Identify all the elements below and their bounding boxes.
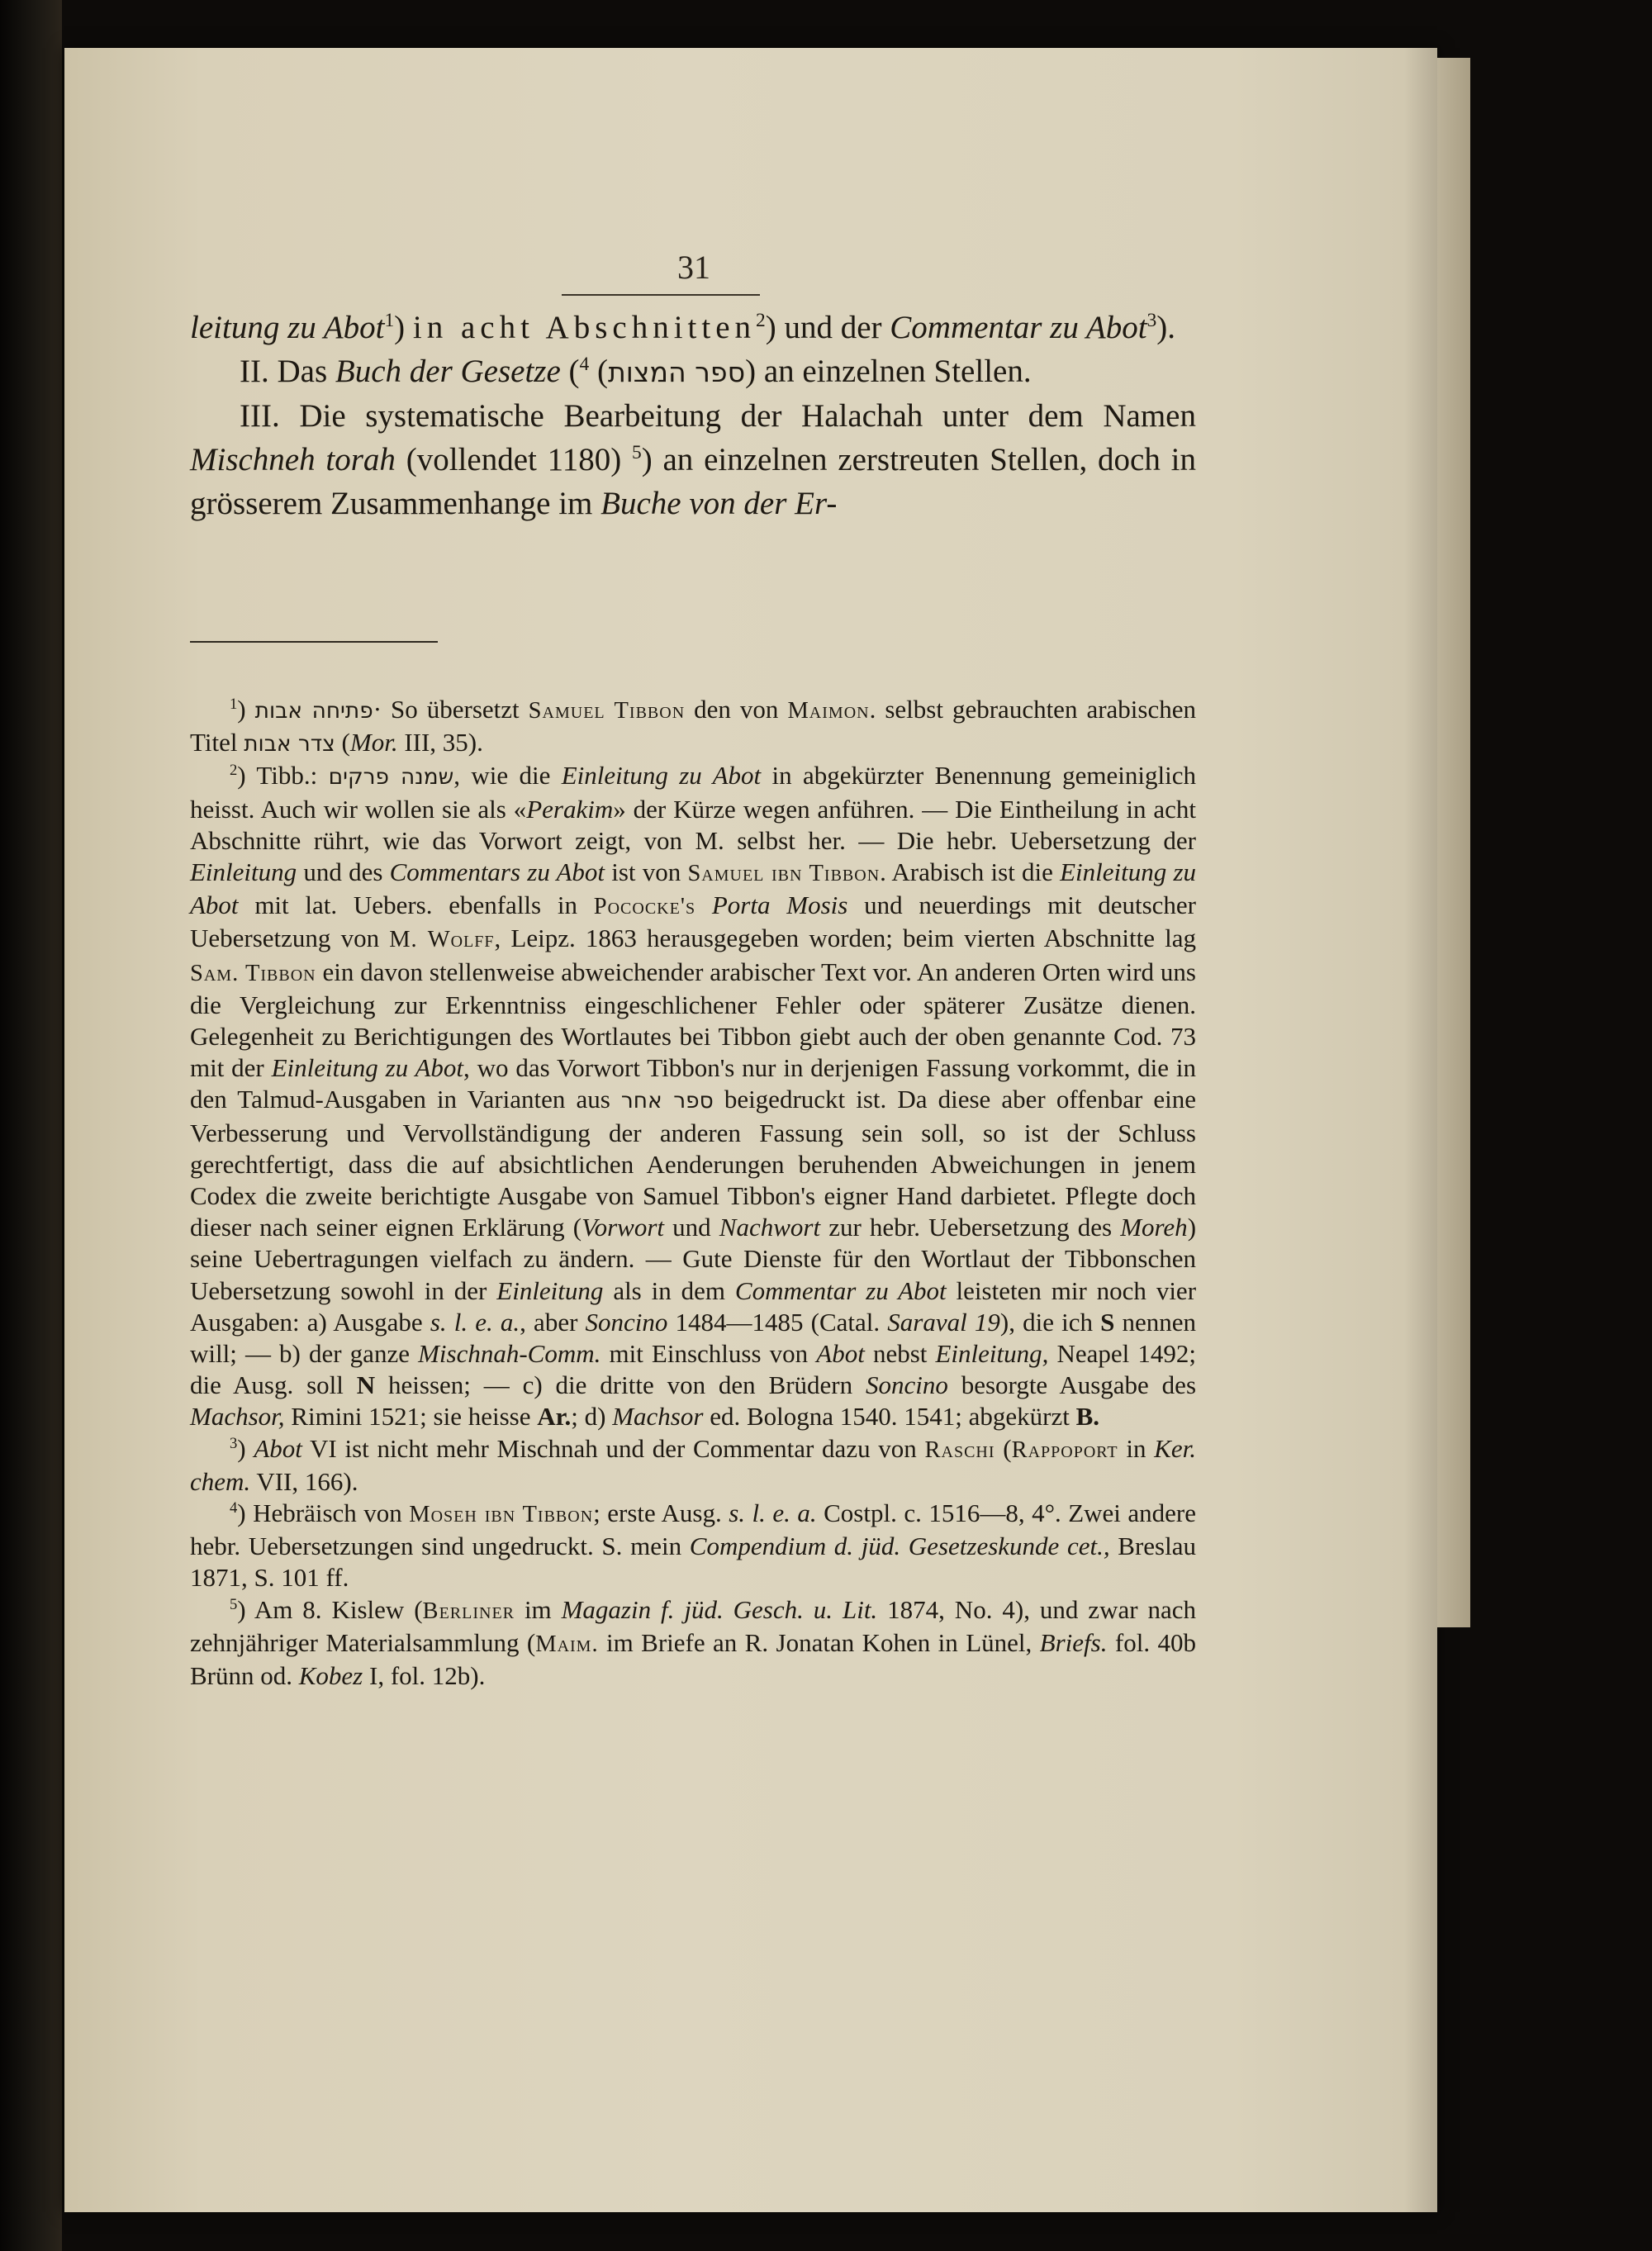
text: ) Hebräisch von (237, 1498, 410, 1528)
author-name: Rappoport (1011, 1437, 1118, 1463)
title-text: Soncino (585, 1307, 668, 1337)
author-name: Pococke's (593, 894, 696, 920)
title-text: s. l. e. a. (729, 1498, 817, 1528)
title-text: Kobez (298, 1661, 363, 1691)
author-name: Maim. (535, 1631, 599, 1657)
text: » der Kürze wegen anführen. — Die Eintheilung in acht Abschnitte rührt, wie das Vorwort zeigt, von M. selbst her. — Die hebr. Uebersetzung der (190, 794, 1196, 855)
text: III. Die systematische Bearbeitung der Halachah unter dem Namen (240, 398, 1196, 434)
text: . selbst gebrauchten arabischen Titel (190, 695, 1196, 757)
footnote-4 (190, 1498, 1196, 1594)
footnote-ref: 3 (1146, 309, 1157, 331)
edition-siglum: B. (1075, 1402, 1100, 1432)
title-text: Commentar zu Abot (890, 310, 1147, 345)
footnote-ref: 1 (384, 309, 395, 331)
footnote-mark: 2 (230, 762, 238, 780)
text: ; d) (571, 1402, 613, 1432)
text: in abgekürzter Benennung gemeiniglich heisst. Auch wir wollen sie als « (190, 761, 1196, 824)
title-text: Buch der Gesetze (335, 354, 561, 389)
title-text: Saraval 19 (887, 1307, 1000, 1337)
title-text: leitung zu Abot (190, 310, 385, 345)
footnote-mark: 4 (230, 1498, 238, 1517)
text: leisteten mir noch vier Ausgaben: a) Ausgabe (190, 1275, 1197, 1337)
author-name: Berliner (422, 1598, 515, 1624)
text: VII, 166). (250, 1466, 358, 1496)
text: ) (237, 1433, 254, 1463)
title-text: Mischneh torah (190, 442, 396, 477)
spaced-text: in acht Abschnitten (412, 310, 757, 345)
text: ) an einzelnen Stellen. (745, 354, 1032, 389)
edition-siglum: N (356, 1370, 376, 1400)
text: , wie die (453, 761, 562, 791)
text: mit Einschluss von (601, 1339, 817, 1369)
footnote-rule (190, 641, 438, 643)
text: ) Am 8. Kislew ( (237, 1594, 423, 1624)
hebrew-text: צדר אבות (244, 732, 335, 757)
footnote-mark: 3 (230, 1434, 238, 1452)
text: ) Tibb.: (237, 761, 329, 791)
text: ) und der (765, 310, 890, 345)
text: im (515, 1594, 562, 1624)
title-text: Commentar zu Abot (734, 1275, 947, 1305)
title-text: Briefs. (1039, 1627, 1108, 1657)
text: Rimini 1521; sie heisse (284, 1402, 538, 1432)
text: und (664, 1213, 719, 1242)
title-text: Einleitung zu Abot (190, 857, 1197, 920)
text: II. Das (240, 354, 335, 389)
text: ist von (605, 857, 688, 887)
header-rule (562, 294, 760, 296)
author-name: Maimon (787, 698, 870, 724)
edition-siglum: Ar. (537, 1402, 572, 1432)
page-number: 31 (677, 249, 710, 286)
text: ( (560, 354, 580, 389)
footnote-ref: 5 (632, 441, 642, 463)
hebrew-text: פתיחה אבות (254, 699, 373, 724)
text: fol. 40b Brünn od. (190, 1627, 1196, 1691)
text: III, 35). (397, 728, 483, 757)
text: ( (995, 1433, 1012, 1463)
title-text: Machsor, (190, 1402, 285, 1432)
text: (vollendet 1180) (395, 442, 632, 477)
text: ed. Bologna 1540. 1541; abgekürzt (703, 1402, 1076, 1432)
title-text: Mischnah-Comm. (418, 1339, 601, 1369)
title-text: Perakim (526, 794, 614, 824)
paragraph-1 (190, 306, 1196, 349)
text: ), die ich (999, 1307, 1101, 1337)
page-edge (1437, 58, 1470, 1627)
text (695, 890, 712, 919)
text: ) seine Uebertragungen vielfach zu ändern. — Gute Dienste für den Wortlaut der Tibbonschen Uebersetzung sowohl in der (190, 1213, 1197, 1305)
author-name: Moseh ibn Tibbon (409, 1502, 594, 1528)
text: in (1118, 1433, 1155, 1463)
text: Breslau 1871, S. 101 ff. (190, 1532, 1196, 1593)
footnote-2 (190, 760, 1196, 1432)
footnote-5 (190, 1594, 1196, 1693)
text: , wo das Vorwort Tibbon's nur in derjenigen Fassung vorkommt, die in den Talmud-Ausgaben in Varianten aus (190, 1053, 1197, 1114)
text: nennen will; — b) der ganze (190, 1307, 1196, 1369)
text: heissen; — c) die dritte von den Brüdern (375, 1370, 866, 1400)
footnote-ref: 4 (579, 353, 590, 375)
author-name: Sam. Tibbon (190, 960, 316, 986)
title-text: Magazin f. jüd. Gesch. u. Lit. (561, 1594, 878, 1624)
title-text: Einleitung, (935, 1339, 1049, 1369)
text: besorgte Ausgabe des (947, 1370, 1197, 1400)
text: , Leipz. 1863 herausgegeben worden; beim vierten Abschnitte lag (494, 924, 1196, 953)
footnote-mark: 1 (230, 695, 238, 713)
title-text: Commentars zu Abot (389, 857, 605, 887)
text: , aber (520, 1307, 586, 1337)
title-text: Nachwort (719, 1213, 821, 1242)
text: ) (589, 354, 608, 389)
text: und neuerdings mit deutscher Uebersetzung von (190, 890, 1196, 953)
footnote-3 (190, 1433, 1196, 1498)
title-text: Moreh (1120, 1213, 1188, 1242)
text: ( (335, 728, 350, 757)
text: . Arabisch ist die (880, 857, 1061, 887)
text: Costpl. c. 1516—8, 4°. Zwei andere hebr. Uebersetzungen sind ungedruckt. S. mein (190, 1498, 1196, 1561)
title-text: Einleitung (496, 1275, 604, 1305)
footnotes (190, 694, 1196, 1692)
title-text: Abot (816, 1339, 865, 1369)
book-spine-shadow (0, 0, 62, 2251)
text: ; erste Ausg. (593, 1498, 729, 1528)
title-text: Einleitung zu Abot (561, 761, 762, 791)
text: beigedruckt ist. Da diese aber offenbar eine Verbesserung und Vervollständigung der anderen Fassung sein soll, so ist der Schluss gerechtfertigt, dass die auf absichtlichen Aenderungen beruhenden Abweichungen in jenem Codex die zweite berichtigte Ausgabe von Samuel Tibbon's eigner Hand darbietet. Pflegte doch dieser nach seiner eignen Erklärung ( (190, 1085, 1197, 1242)
title-text: Buche von der Er- (601, 486, 838, 521)
text: · So übersetzt (373, 695, 529, 724)
text: ) an einzelnen zerstreuten Stellen, doch in grösserem Zusammenhange im (190, 442, 1196, 521)
title-text: Ker. chem. (190, 1433, 1196, 1496)
paragraph-3 (190, 394, 1196, 525)
paragraph-2 (190, 349, 1196, 394)
title-text: Abot (254, 1433, 302, 1463)
title-text: Mor. (349, 728, 398, 757)
hebrew-text: ספר אחר (620, 1089, 714, 1114)
footnote-mark: 5 (230, 1595, 238, 1613)
text: 1484—1485 (Catal. (667, 1307, 888, 1337)
text: im Briefe an R. Jonatan Kohen in Lünel, (598, 1627, 1040, 1657)
footnote-1: $^1$) פתיחה אבות· So übersetzt Samuel Tibbon den von Maimon. selbst gebrauchten arabischen Titel צדר אבות (Mor. III, 35). (190, 695, 1196, 757)
text: als in dem (603, 1275, 735, 1305)
hebrew-text: שמנה פרקים (328, 765, 454, 791)
text: ) (394, 310, 413, 345)
title-text: Compendium d. jüd. Gesetzeskunde cet., (689, 1532, 1110, 1561)
hebrew-text: ספר המצות (608, 356, 746, 388)
text: mit lat. Uebers. ebenfalls in (238, 890, 594, 920)
title-text: Einleitung (190, 857, 297, 887)
text: und des (297, 857, 390, 887)
text: 1874, No. 4), und zwar nach zehnjähriger Materialsammlung ( (190, 1594, 1196, 1657)
text: nebst (864, 1339, 936, 1369)
text: VI ist nicht mehr Mischnah und der Commentar dazu von (301, 1433, 925, 1463)
title-text: Porta Mosis (711, 890, 848, 920)
text: den von (685, 695, 788, 724)
title-text: Soncino (866, 1370, 948, 1400)
text: ein davon stellenweise abweichender arabischer Text vor. An anderen Orten wird uns die Vergleichung zur Erkenntniss eingeschlichener Fehler oder späterer Zusätze dienen. Gelegenheit zu Berichtigungen des Wortlautes bei Tibbon giebt auch der oben genannte Cod. 73 mit der (190, 957, 1196, 1083)
main-text (190, 306, 1196, 525)
title-text: Machsor (612, 1402, 704, 1432)
author-name: Samuel ibn Tibbon (687, 861, 881, 887)
author-name: Raschi (924, 1437, 995, 1463)
title-text: Vorwort (582, 1213, 665, 1242)
text: zur hebr. Uebersetzung des (820, 1213, 1121, 1242)
text: I, fol. 12b). (363, 1661, 486, 1691)
title-text: s. l. e. a. (430, 1307, 520, 1337)
edition-siglum: S (1100, 1307, 1115, 1337)
title-text: Einleitung zu Abot (271, 1053, 463, 1083)
text: ). (1156, 310, 1176, 345)
author-name: Samuel Tibbon (528, 698, 686, 724)
footnote-ref: 2 (756, 309, 766, 331)
text: Neapel 1492; die Ausg. soll (190, 1339, 1196, 1400)
author-name: M. Wolff (389, 927, 495, 953)
